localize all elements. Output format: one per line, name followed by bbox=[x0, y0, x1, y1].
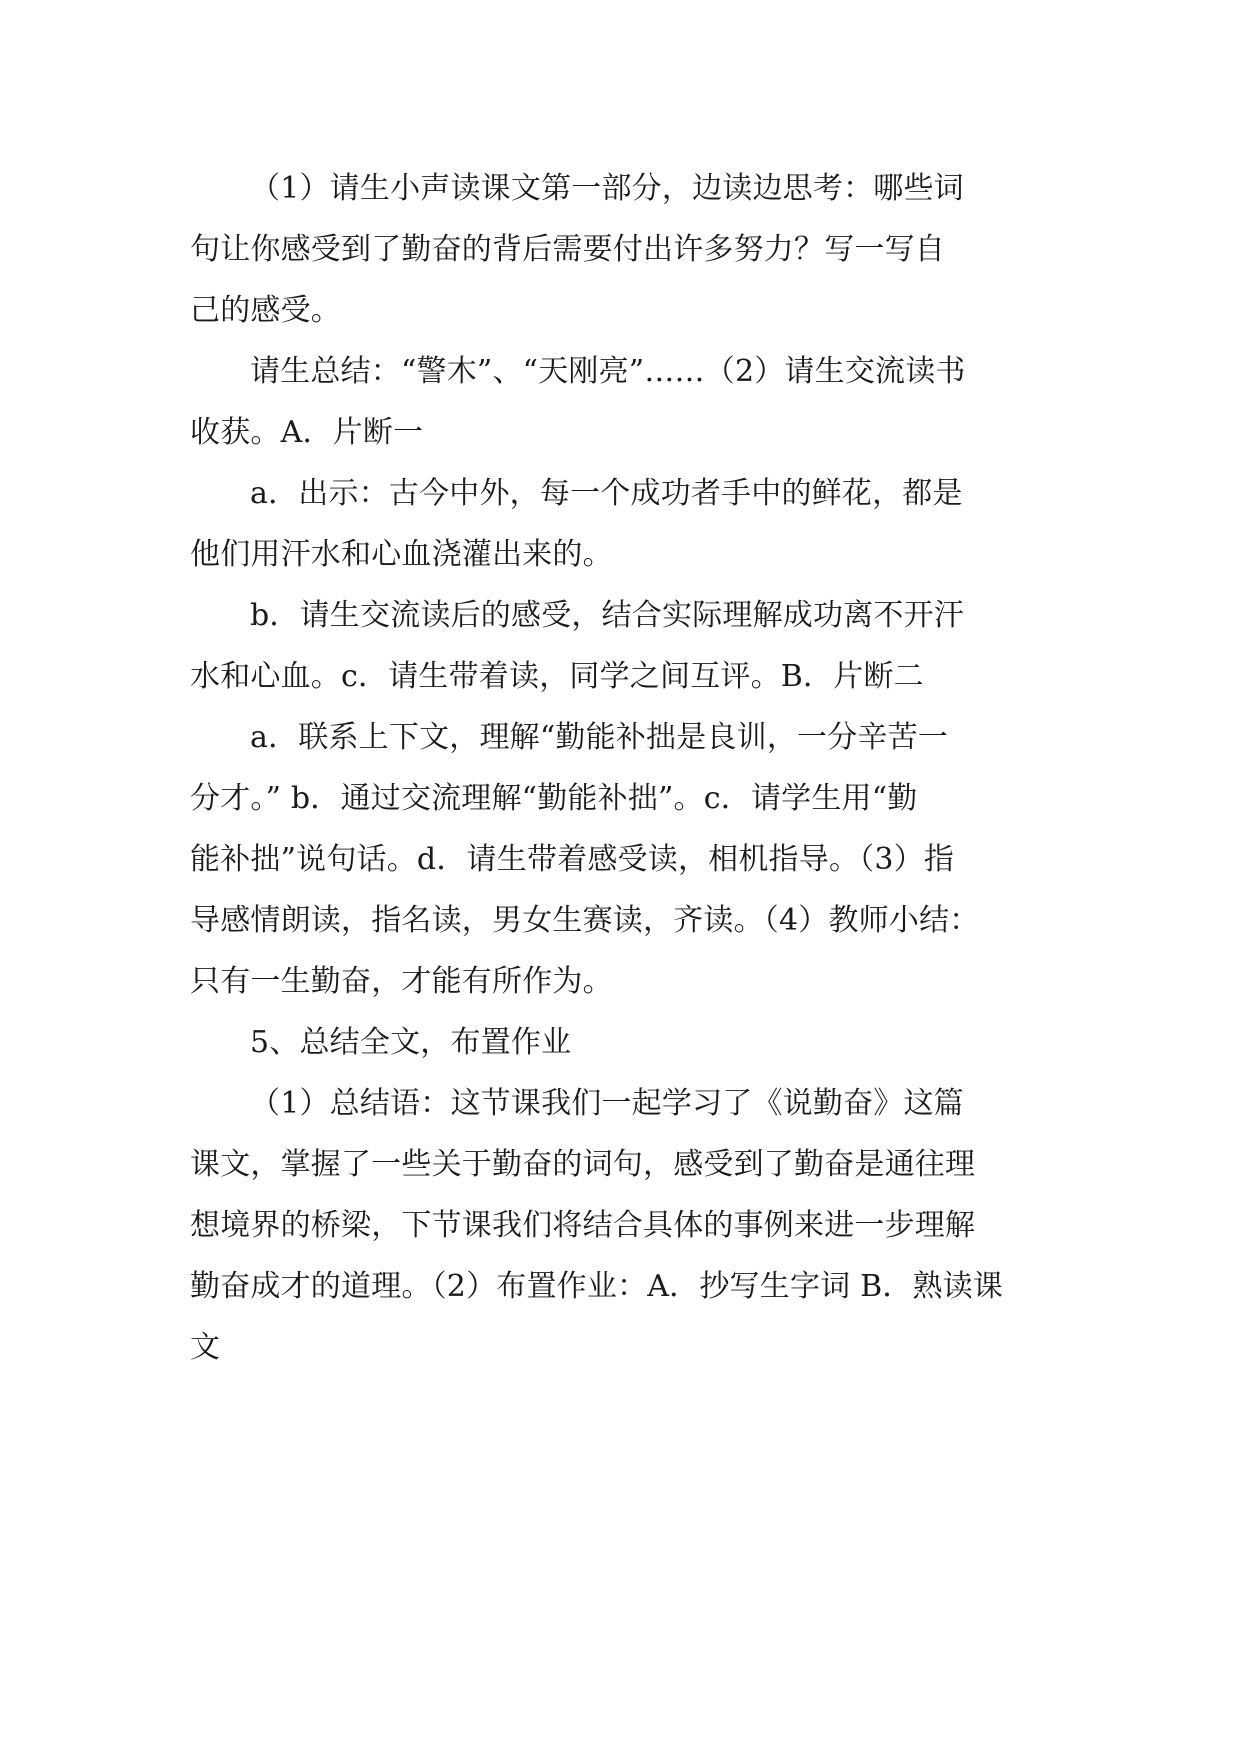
text-line: 勤奋成才的道理。（2）布置作业：A．抄写生字词 B．熟读课 bbox=[190, 1269, 1004, 1304]
text-line: （1）总结语：这节课我们一起学习了《说勤奋》这篇 bbox=[250, 1086, 964, 1121]
paragraph-excerpt-b bbox=[190, 585, 1052, 707]
text-line: 课文，掌握了一些关于勤奋的词句，感受到了勤奋是通往理 bbox=[190, 1147, 976, 1182]
text-line: 句让你感受到了勤奋的背后需要付出许多努力？写一写自 bbox=[190, 232, 945, 267]
text-line: b．请生交流读后的感受，结合实际理解成功离不开汗 bbox=[250, 598, 965, 633]
text-line: 己的感受。 bbox=[190, 293, 341, 328]
text-line: 能补拙”说句话。d．请生带着感受读，相机指导。（3）指 bbox=[190, 842, 955, 877]
paragraph-reading-task-1 bbox=[190, 158, 1052, 341]
text-line: 水和心血。c．请生带着读，同学之间互评。B．片断二 bbox=[190, 659, 924, 694]
text-line: 收获。A．片断一 bbox=[190, 415, 424, 450]
text-line: （1）请生小声读课文第一部分，边读边思考：哪些词 bbox=[250, 171, 964, 206]
text-line: 想境界的桥梁，下节课我们将结合具体的事例来进一步理解 bbox=[190, 1208, 976, 1243]
text-line: a．联系上下文，理解“勤能补拙是良训，一分辛苦一 bbox=[250, 720, 949, 755]
text-line: a．出示：古今中外，每一个成功者手中的鲜花，都是 bbox=[250, 476, 963, 511]
section-heading-summary-homework bbox=[190, 1012, 1052, 1073]
text-line: 只有一生勤奋，才能有所作为。 bbox=[190, 964, 613, 999]
document-body bbox=[190, 158, 1052, 1378]
text-line: 他们用汗水和心血浇灌出来的。 bbox=[190, 537, 613, 572]
text-line: 导感情朗读，指名读，男女生赛读，齐读。（4）教师小结： bbox=[190, 903, 980, 938]
paragraph-excerpt-two bbox=[190, 707, 1052, 1012]
text-line: 请生总结：“警木”、“天刚亮”……（2）请生交流读书 bbox=[250, 354, 966, 389]
text-line: 分才。” b．通过交流理解“勤能补拙”。c．请学生用“勤 bbox=[190, 781, 918, 816]
paragraph-student-summary bbox=[190, 341, 1052, 463]
text-line: 文 bbox=[190, 1330, 221, 1365]
text-line: 5、总结全文，布置作业 bbox=[250, 1025, 572, 1060]
paragraph-conclusion bbox=[190, 1073, 1052, 1378]
paragraph-excerpt-a bbox=[190, 463, 1052, 585]
